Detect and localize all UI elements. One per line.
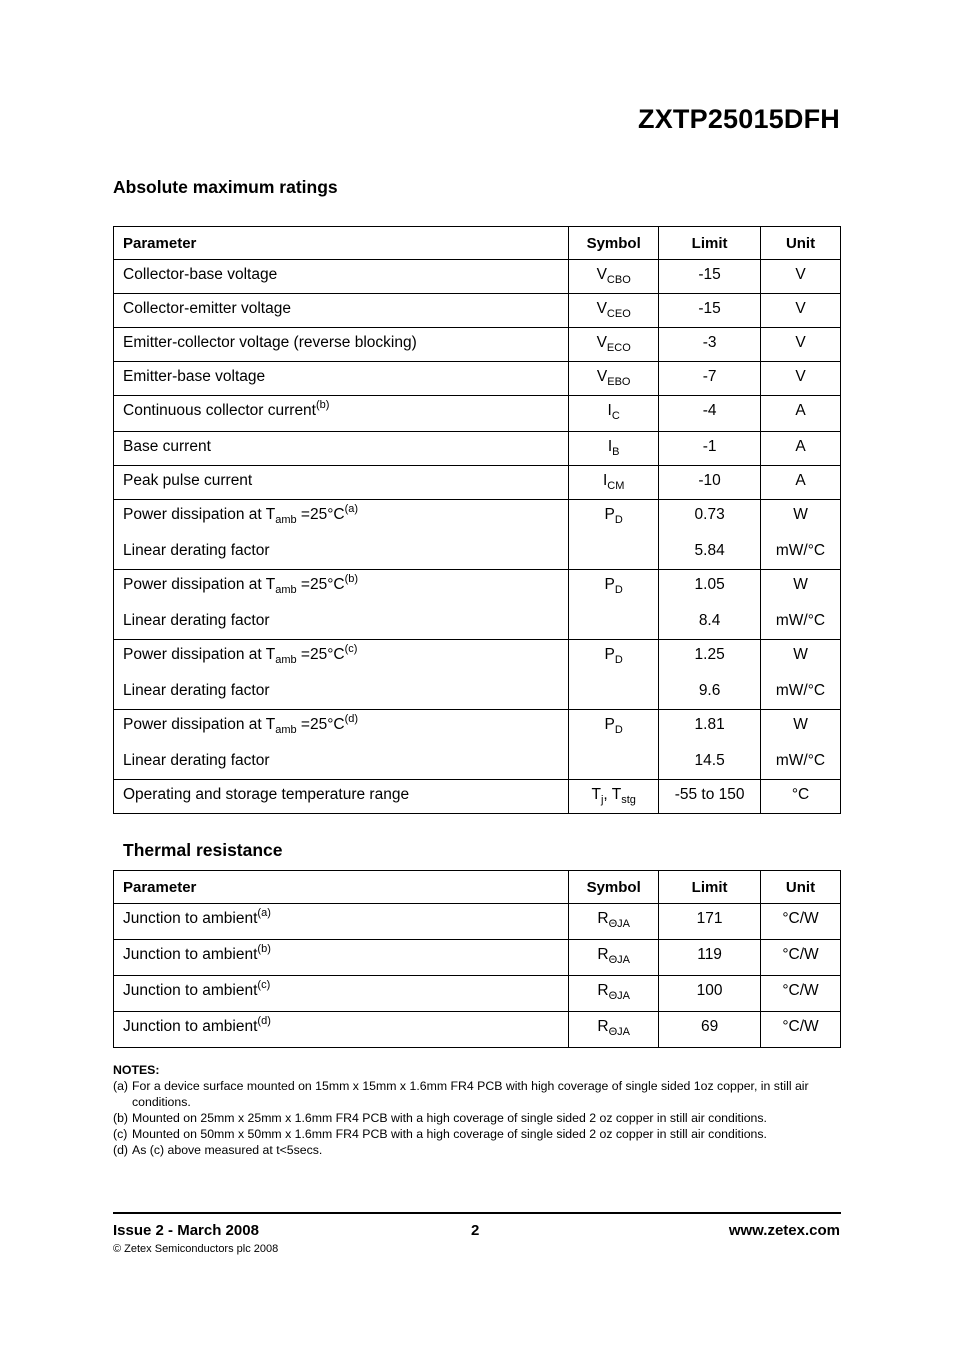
note-ref: (a) xyxy=(257,907,271,919)
table-row xyxy=(114,976,841,1012)
symbol-cell xyxy=(569,1012,659,1048)
parameter-cell xyxy=(114,260,569,294)
col-header-symbol: Symbol xyxy=(569,227,659,260)
symbol-text: T xyxy=(591,786,601,803)
limit-cell xyxy=(659,328,761,362)
limit-cell-text: 69 xyxy=(700,1018,719,1035)
footer-website: www.zetex.com xyxy=(728,1222,840,1239)
unit-cell-text: A xyxy=(795,438,806,455)
parameter-cell xyxy=(114,500,569,570)
unit-cell xyxy=(761,260,841,294)
note-label: (a) xyxy=(113,1079,129,1093)
limit-cell xyxy=(659,780,761,814)
parameter-tail: =25°C xyxy=(296,716,345,733)
parameter-subscript: amb xyxy=(275,724,297,736)
parameter-text: Power dissipation at T xyxy=(123,506,276,523)
limit-value: 1.05 xyxy=(694,576,725,593)
symbol-cell xyxy=(569,710,659,780)
footer-issue: Issue 2 - March 2008 xyxy=(113,1222,259,1239)
unit-cell xyxy=(761,570,841,640)
symbol-wrap xyxy=(578,780,649,804)
symbol-subscript: stg xyxy=(621,794,636,806)
derating-line: Linear derating factor xyxy=(123,752,270,769)
parameter-wrap xyxy=(123,640,559,700)
note-ref: (b) xyxy=(257,943,271,955)
col-header-unit: Unit xyxy=(761,871,841,904)
parameter-cell xyxy=(114,780,569,814)
unit-cell-text: V xyxy=(795,300,806,317)
thermal-title: Thermal resistance xyxy=(123,840,283,860)
parameter-tail: =25°C xyxy=(296,646,345,663)
limit-cell xyxy=(659,570,761,640)
symbol-wrap xyxy=(578,294,649,318)
unit-cell-text: V xyxy=(795,368,806,385)
unit-cell xyxy=(761,904,841,940)
note-ref: (b) xyxy=(344,573,359,585)
footer-page-number: 2 xyxy=(471,1222,480,1239)
parameter-tail: =25°C xyxy=(296,506,345,523)
symbol-cell xyxy=(569,294,659,328)
parameter-wrap xyxy=(123,294,559,318)
table-row xyxy=(114,396,841,432)
limit-cell xyxy=(659,940,761,976)
symbol-cell xyxy=(569,432,659,466)
symbol-subscript: B xyxy=(612,446,620,458)
symbol-cell xyxy=(569,570,659,640)
symbol-subscript: ΘJA xyxy=(608,1026,630,1038)
parameter-text: Collector-emitter voltage xyxy=(123,300,291,317)
unit-cell-text: °C/W xyxy=(782,946,819,963)
symbol-subscript: D xyxy=(614,724,623,736)
limit-cell-text: -7 xyxy=(702,368,717,385)
unit-value: W xyxy=(793,646,808,663)
parameter-text: Junction to ambient xyxy=(123,1018,258,1035)
parameter-text: Continuous collector current xyxy=(123,402,316,419)
parameter-text: Peak pulse current xyxy=(123,472,253,489)
symbol-text: R xyxy=(597,910,609,927)
table-row xyxy=(114,328,841,362)
parameter-cell xyxy=(114,904,569,940)
symbol-cell xyxy=(569,780,659,814)
limit-cell xyxy=(659,904,761,940)
notes-section xyxy=(113,1062,843,1158)
symbol-subscript: ΘJA xyxy=(608,990,630,1002)
parameter-subscript: amb xyxy=(275,584,297,596)
symbol-cell xyxy=(569,940,659,976)
limit-cell xyxy=(659,396,761,432)
parameter-cell xyxy=(114,432,569,466)
symbol-cell xyxy=(569,500,659,570)
limit-value: 0.73 xyxy=(694,506,725,523)
symbol-text: V xyxy=(596,300,607,317)
parameter-cell xyxy=(114,640,569,710)
parameter-wrap xyxy=(123,466,559,490)
note-text: Mounted on 50mm x 50mm x 1.6mm FR4 PCB with a high coverage of single sided 2 oz copper in still air conditions. xyxy=(132,1127,767,1141)
limit-cell-text: 119 xyxy=(697,946,722,963)
limit-cell-text: -1 xyxy=(702,438,717,455)
symbol-wrap xyxy=(578,466,649,490)
abs-max-title: Absolute maximum ratings xyxy=(113,177,338,197)
unit-wrap xyxy=(770,500,831,560)
note-label: (d) xyxy=(113,1143,129,1157)
table-row xyxy=(114,500,841,570)
table-row xyxy=(114,362,841,396)
limit-value: 1.81 xyxy=(694,716,725,733)
limit-cell-text: -4 xyxy=(702,402,717,419)
abs-max-table xyxy=(113,226,841,814)
col-header-limit: Limit xyxy=(659,871,761,904)
symbol-wrap xyxy=(578,260,649,284)
table-row xyxy=(114,432,841,466)
symbol-text: I xyxy=(607,438,613,455)
symbol-cell xyxy=(569,466,659,500)
unit-cell-text: °C xyxy=(791,786,810,803)
unit-cell xyxy=(761,940,841,976)
table-row xyxy=(114,940,841,976)
symbol-subscript: CBO xyxy=(606,274,631,286)
unit-derating-value: mW/°C xyxy=(775,612,826,629)
symbol-text: P xyxy=(604,506,615,523)
symbol-wrap xyxy=(578,328,649,352)
unit-value: W xyxy=(793,506,808,523)
unit-cell-text: A xyxy=(795,472,806,489)
parameter-wrap xyxy=(123,976,559,1000)
parameter-cell xyxy=(114,976,569,1012)
symbol-text: , T xyxy=(603,786,622,803)
parameter-wrap xyxy=(123,940,559,964)
limit-cell-text: -55 to 150 xyxy=(674,786,745,803)
symbol-wrap xyxy=(578,904,649,928)
symbol-subscript: D xyxy=(614,654,623,666)
footer-divider xyxy=(113,1212,841,1214)
note-text: As (c) above measured at t<5secs. xyxy=(132,1143,323,1157)
symbol-cell xyxy=(569,396,659,432)
symbol-text: R xyxy=(597,946,609,963)
symbol-subscript: EBO xyxy=(607,376,631,388)
symbol-subscript: C xyxy=(611,410,620,422)
note-item xyxy=(113,1142,843,1158)
parameter-wrap xyxy=(123,328,559,352)
unit-cell-text: V xyxy=(795,266,806,283)
note-ref: (d) xyxy=(257,1015,271,1027)
table-row xyxy=(114,710,841,780)
table-row xyxy=(114,780,841,814)
limit-wrap xyxy=(668,570,751,630)
note-ref: (c) xyxy=(344,643,358,655)
unit-cell xyxy=(761,362,841,396)
col-header-unit: Unit xyxy=(761,227,841,260)
unit-cell-text: °C/W xyxy=(782,1018,819,1035)
unit-cell xyxy=(761,294,841,328)
table-row xyxy=(114,570,841,640)
note-item xyxy=(113,1110,843,1126)
symbol-cell xyxy=(569,362,659,396)
parameter-text: Base current xyxy=(123,438,211,455)
symbol-cell xyxy=(569,904,659,940)
limit-cell-text: 171 xyxy=(696,910,723,927)
parameter-wrap xyxy=(123,780,559,804)
parameter-subscript: amb xyxy=(275,514,297,526)
col-header-limit: Limit xyxy=(659,227,761,260)
thermal-table xyxy=(113,870,841,1048)
unit-cell xyxy=(761,976,841,1012)
table-header-row xyxy=(114,227,841,260)
parameter-text: Emitter-base voltage xyxy=(123,368,266,385)
parameter-cell xyxy=(114,570,569,640)
limit-cell xyxy=(659,710,761,780)
parameter-text: Power dissipation at T xyxy=(123,646,276,663)
parameter-text: Junction to ambient xyxy=(123,946,258,963)
symbol-text: V xyxy=(596,368,608,385)
unit-derating-value: mW/°C xyxy=(775,752,826,769)
parameter-subscript: amb xyxy=(275,654,297,666)
unit-cell xyxy=(761,432,841,466)
parameter-cell xyxy=(114,1012,569,1048)
parameter-wrap xyxy=(123,570,559,630)
table-row xyxy=(114,640,841,710)
limit-cell xyxy=(659,260,761,294)
note-item xyxy=(113,1126,843,1142)
symbol-text: P xyxy=(604,716,615,733)
unit-value: W xyxy=(793,576,808,593)
unit-wrap xyxy=(770,570,831,630)
parameter-text: Power dissipation at T xyxy=(123,576,276,593)
symbol-cell xyxy=(569,260,659,294)
limit-wrap xyxy=(668,640,751,700)
parameter-text: Junction to ambient xyxy=(123,910,258,927)
limit-wrap xyxy=(668,710,751,770)
power-dissipation-line xyxy=(123,643,358,666)
derating-line: Linear derating factor xyxy=(123,682,270,699)
symbol-text: I xyxy=(602,472,608,489)
limit-derating-value: 8.4 xyxy=(698,612,721,629)
symbol-subscript: CEO xyxy=(606,308,631,320)
note-label: (b) xyxy=(113,1111,129,1125)
note-text: For a device surface mounted on 15mm x 15mm x 1.6mm FR4 PCB with high coverage of single sided 1oz copper, in still air conditions. xyxy=(132,1079,809,1109)
parameter-cell xyxy=(114,362,569,396)
derating-line: Linear derating factor xyxy=(123,612,270,629)
unit-cell xyxy=(761,710,841,780)
col-header-parameter: Parameter xyxy=(114,227,569,260)
symbol-wrap xyxy=(578,570,649,594)
symbol-subscript: ECO xyxy=(606,342,631,354)
symbol-wrap xyxy=(578,432,649,456)
limit-cell-text: 100 xyxy=(696,982,723,999)
parameter-wrap xyxy=(123,260,559,284)
power-dissipation-line xyxy=(123,573,359,596)
parameter-cell xyxy=(114,396,569,432)
symbol-cell xyxy=(569,328,659,362)
limit-cell xyxy=(659,362,761,396)
parameter-text: Collector-base voltage xyxy=(123,266,278,283)
limit-cell-text: -15 xyxy=(698,266,721,283)
unit-wrap xyxy=(770,710,831,770)
symbol-wrap xyxy=(578,500,649,524)
parameter-wrap xyxy=(123,710,559,770)
note-text: Mounted on 25mm x 25mm x 1.6mm FR4 PCB with a high coverage of single sided 2 oz copper in still air conditions. xyxy=(132,1111,767,1125)
symbol-subscript: ΘJA xyxy=(608,954,630,966)
table-row xyxy=(114,294,841,328)
limit-derating-value: 5.84 xyxy=(694,542,725,559)
col-header-parameter: Parameter xyxy=(114,871,569,904)
parameter-wrap xyxy=(123,362,559,386)
notes-heading: NOTES: xyxy=(113,1063,160,1077)
parameter-cell xyxy=(114,294,569,328)
part-number-title: ZXTP25015DFH xyxy=(638,104,840,134)
limit-cell xyxy=(659,294,761,328)
note-ref: (d) xyxy=(344,713,359,725)
table-row xyxy=(114,466,841,500)
note-ref: (c) xyxy=(257,979,271,991)
table-row xyxy=(114,1012,841,1048)
unit-derating-value: mW/°C xyxy=(775,542,826,559)
symbol-text: P xyxy=(604,646,615,663)
limit-cell xyxy=(659,1012,761,1048)
unit-cell xyxy=(761,1012,841,1048)
parameter-cell xyxy=(114,328,569,362)
unit-cell-text: °C/W xyxy=(782,982,819,999)
limit-cell-text: -10 xyxy=(698,472,721,489)
power-dissipation-line xyxy=(123,503,359,526)
table-row xyxy=(114,904,841,940)
col-header-symbol: Symbol xyxy=(569,871,659,904)
symbol-wrap xyxy=(578,396,649,420)
symbol-text: V xyxy=(596,266,607,283)
parameter-cell xyxy=(114,466,569,500)
unit-wrap xyxy=(770,640,831,700)
parameter-wrap xyxy=(123,432,559,456)
unit-cell-text: °C/W xyxy=(782,910,819,927)
limit-cell xyxy=(659,432,761,466)
unit-cell xyxy=(761,466,841,500)
symbol-subscript: ΘJA xyxy=(608,918,630,930)
symbol-subscript: D xyxy=(614,514,623,526)
unit-cell xyxy=(761,328,841,362)
footer-copyright: © Zetex Semiconductors plc 2008 xyxy=(113,1243,279,1255)
table-header-row xyxy=(114,871,841,904)
symbol-wrap xyxy=(578,710,649,734)
symbol-subscript: CM xyxy=(607,480,625,492)
limit-derating-value: 14.5 xyxy=(694,752,725,769)
unit-derating-value: mW/°C xyxy=(775,682,826,699)
parameter-text: Emitter-collector voltage (reverse blocking) xyxy=(123,334,417,351)
note-ref: (a) xyxy=(344,503,359,515)
symbol-wrap xyxy=(578,976,649,1000)
symbol-wrap xyxy=(578,1012,649,1036)
symbol-text: R xyxy=(597,1018,609,1035)
limit-cell-text: -15 xyxy=(698,300,721,317)
derating-line: Linear derating factor xyxy=(123,542,270,559)
limit-cell-text: -3 xyxy=(702,334,717,351)
unit-cell xyxy=(761,396,841,432)
symbol-text: P xyxy=(604,576,615,593)
parameter-wrap xyxy=(123,500,559,560)
unit-cell xyxy=(761,780,841,814)
symbol-wrap xyxy=(578,362,649,386)
limit-value: 1.25 xyxy=(694,646,725,663)
parameter-wrap xyxy=(123,396,559,420)
limit-cell xyxy=(659,976,761,1012)
unit-cell-text: V xyxy=(795,334,806,351)
limit-cell xyxy=(659,640,761,710)
parameter-text: Junction to ambient xyxy=(123,982,258,999)
note-ref: (b) xyxy=(316,399,330,411)
parameter-wrap xyxy=(123,904,559,928)
note-item xyxy=(113,1078,843,1110)
symbol-cell xyxy=(569,976,659,1012)
parameter-cell xyxy=(114,710,569,780)
parameter-tail: =25°C xyxy=(296,576,345,593)
parameter-cell xyxy=(114,940,569,976)
note-label: (c) xyxy=(113,1127,128,1141)
symbol-wrap xyxy=(578,640,649,664)
symbol-subscript: D xyxy=(614,584,623,596)
symbol-cell xyxy=(569,640,659,710)
symbol-text: V xyxy=(596,334,607,351)
unit-cell xyxy=(761,500,841,570)
limit-derating-value: 9.6 xyxy=(698,682,721,699)
unit-value: W xyxy=(793,716,808,733)
symbol-wrap xyxy=(578,940,649,964)
limit-cell xyxy=(659,466,761,500)
table-row xyxy=(114,260,841,294)
parameter-wrap xyxy=(123,1012,559,1036)
symbol-text: R xyxy=(597,982,609,999)
limit-cell xyxy=(659,500,761,570)
unit-cell-text: A xyxy=(795,402,806,419)
symbol-text: I xyxy=(607,402,612,419)
power-dissipation-line xyxy=(123,713,359,736)
parameter-text: Operating and storage temperature range xyxy=(123,786,410,803)
limit-wrap xyxy=(668,500,751,560)
parameter-text: Power dissipation at T xyxy=(123,716,276,733)
symbol-subscript: j xyxy=(600,794,604,806)
unit-cell xyxy=(761,640,841,710)
